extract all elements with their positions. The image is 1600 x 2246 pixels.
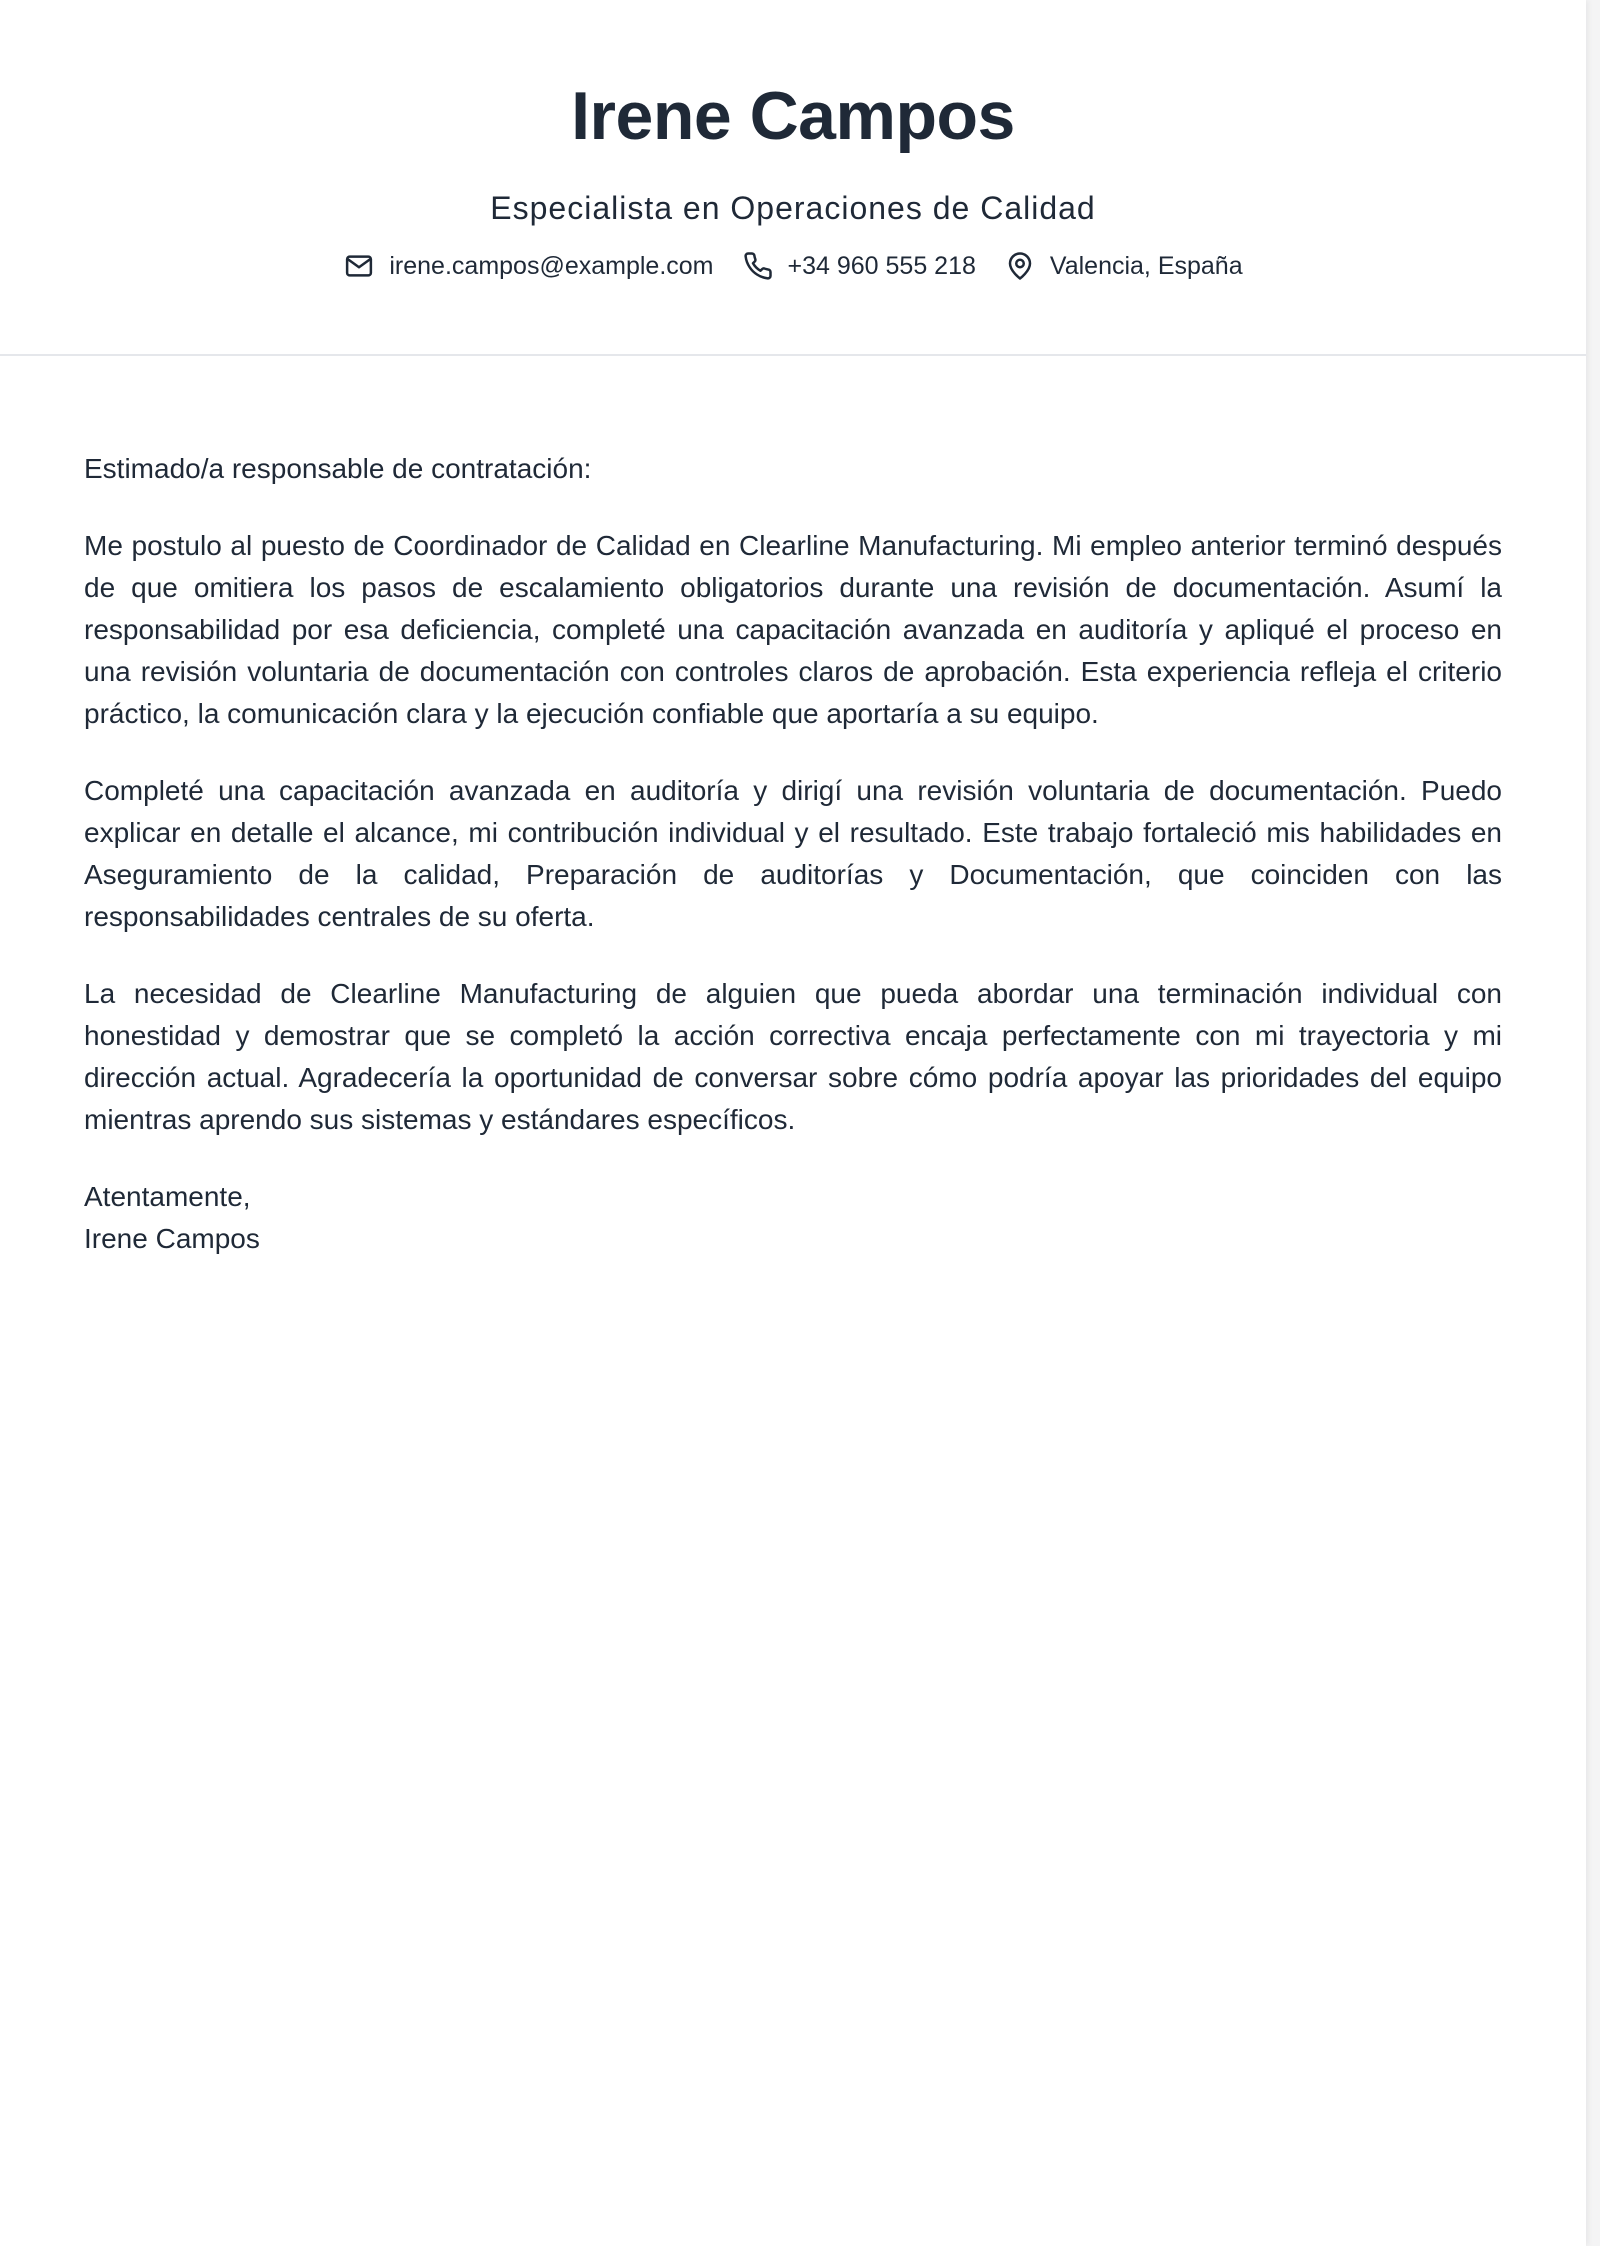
letter-paragraph-1: Me postulo al puesto de Coordinador de Calidad en Clearline Manufacturing. Mi empleo anterior terminó después de que omitiera los pasos de escalamiento obligatorios durante una revisión de documentación. Asumí la responsabilidad por esa deficiencia, completé una capacitación avanzada en auditoría y apliqué el proceso en una revisión voluntaria de documentación con controles claros de aprobación. Esta experiencia refleja el criterio práctico, la comunicación clara y la ejecución confiable que aportaría a su equipo.	[84, 530, 1502, 729]
letter-paragraph-3: La necesidad de Clearline Manufacturing de alguien que pueda abordar una terminación individual con honestidad y demostrar que se completó la acción correctiva encaja perfectamente con mi trayectoria y mi dirección actual. Agradecería la oportunidad de conversar sobre cómo podría apoyar las prioridades del equipo mientras aprendo sus sistemas y estándares específicos.	[84, 978, 1502, 1135]
letter-greeting: Estimado/a responsable de contratación:	[84, 453, 592, 484]
phone-text[interactable]: +34 960 555 218	[787, 252, 976, 280]
contact-info	[0, 250, 1586, 282]
contact-location	[1004, 250, 1243, 282]
location-text: Valencia, España	[1049, 252, 1243, 280]
phone-icon	[742, 250, 774, 282]
applicant-title: Especialista en Operaciones de Calidad	[490, 190, 1096, 226]
letter-signature: Irene Campos	[84, 1223, 260, 1254]
letter-body	[0, 356, 1586, 1260]
letter-header	[0, 0, 1586, 356]
contact-email[interactable]	[343, 250, 713, 282]
applicant-name: Irene Campos	[571, 78, 1015, 154]
email-text[interactable]: irene.campos@example.com	[389, 252, 714, 280]
envelope-icon	[343, 250, 375, 282]
location-pin-icon	[1004, 250, 1036, 282]
letter-closing: Atentamente,	[84, 1181, 251, 1212]
letter-paragraph-2: Completé una capacitación avanzada en auditoría y dirigí una revisión voluntaria de documentación. Puedo explicar en detalle el alcance, mi contribución individual y el resultado. Este trabajo fortaleció mis habilidades en Aseguramiento de la calidad, Preparación de auditorías y Documentación, que coinciden con las responsabilidades centrales de su oferta.	[84, 775, 1502, 932]
contact-phone[interactable]	[742, 250, 976, 282]
